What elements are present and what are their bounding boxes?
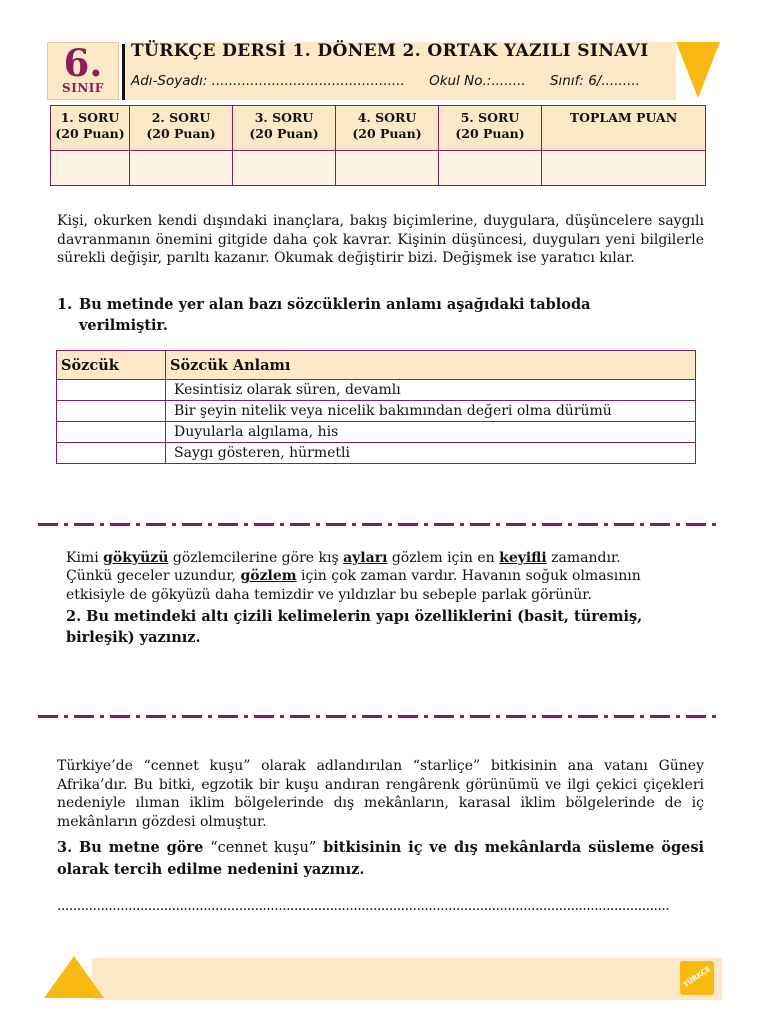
section-divider <box>38 523 716 526</box>
question-2: 2. Bu metindeki altı çizili kelimelerin yapı özelliklerini (basit, türemiş, birleşik) yazınız. <box>66 608 643 646</box>
score-header-q2: 2. SORU (20 Puan) <box>130 106 233 151</box>
question-1-line1: Bu metinde yer alan bazı sözcüklerin anlamı aşağıdaki tabloda <box>79 296 591 313</box>
table-row <box>57 422 696 443</box>
score-cell-q5[interactable] <box>439 151 542 186</box>
header-divider <box>122 44 125 100</box>
score-header-q1: 1. SORU (20 Puan) <box>51 106 130 151</box>
section3-paragraph: Türkiye’de “cennet kuşu” olarak adlandırılan “starliçe” bitkisinin ana vatanı Güney Afrika’dır. Bu bitki, egzotik bir kuşu andıran rengârenk görünümü ve ilgi çekici çiçekleri nedeniyle ılıman iklim bölgelerinde dış mekânların, karasal iklim bölgelerinde de iç mekânların gözdesi olmuştur. <box>57 758 704 830</box>
score-table <box>50 105 706 186</box>
meaning-cell: Duyularla algılama, his <box>166 422 696 443</box>
underlined-word: keyifli <box>499 550 547 566</box>
section1-paragraph: Kişi, okurken kendi dışındaki inançlara, bakış biçimlerine, duygulara, düşüncelere saygılı davranmanın önemini gitgide daha çok kavrar. Kişinin düşüncesi, duyguları yeni bilgilerle sürekli değişir, parıltı kazanır. Okumak değiştirir bizi. Değişmek ise yaratıcı kılar. <box>57 213 704 267</box>
answer-line[interactable]: ........................................................................................................................................................... <box>57 898 670 914</box>
student-info-line <box>131 73 660 89</box>
question-1 <box>57 294 657 336</box>
footer-triangle-decoration <box>44 956 104 998</box>
grade-number: 6. <box>63 41 103 85</box>
grade-label: SINIF <box>62 81 104 95</box>
turkce-logo-icon <box>680 961 714 995</box>
class-field[interactable]: Sınıf: 6/......... <box>549 73 640 89</box>
footer-band <box>92 958 722 1000</box>
underlined-word: ayları <box>343 550 388 566</box>
table-row <box>57 401 696 422</box>
header-triangle-decoration <box>676 42 720 98</box>
meaning-cell: Bir şeyin nitelik veya nicelik bakımından değeri olma dürümü <box>166 401 696 422</box>
word-answer-cell[interactable] <box>57 401 166 422</box>
score-header-total: TOPLAM PUAN <box>542 106 706 151</box>
meaning-column-header: Sözcük Anlamı <box>166 351 696 380</box>
meaning-cell: Saygı gösteren, hürmetli <box>166 443 696 464</box>
table-row <box>57 443 696 464</box>
score-cell-total[interactable] <box>542 151 706 186</box>
question-1-line2: verilmiştir. <box>79 317 168 334</box>
section2-paragraph: Kimi gökyüzü gözlemcilerine göre kış ayları gözlem için en keyifli zamandır. Çünkü geceler uzundur, gözlem için çok zaman vardır. Havanın soğuk olmasının etkisiyle de gökyüzü daha temizdir ve yıldızlar bu sebeple parlak görünür. <box>66 550 641 603</box>
table-row <box>57 380 696 401</box>
word-column-header: Sözcük <box>57 351 166 380</box>
score-cell-q1[interactable] <box>51 151 130 186</box>
underlined-word: gökyüzü <box>103 550 169 566</box>
score-header-q5: 5. SORU (20 Puan) <box>439 106 542 151</box>
score-cell-q2[interactable] <box>130 151 233 186</box>
word-answer-cell[interactable] <box>57 380 166 401</box>
underlined-word: gözlem <box>240 568 297 585</box>
exam-title: TÜRKÇE DERSİ 1. DÖNEM 2. ORTAK YAZILI SINAVI <box>131 41 649 61</box>
word-answer-cell[interactable] <box>57 422 166 443</box>
word-answer-cell[interactable] <box>57 443 166 464</box>
school-no-field[interactable]: Okul No.:........ <box>429 73 526 89</box>
meaning-cell: Kesintisiz olarak süren, devamlı <box>166 380 696 401</box>
score-header-q3: 3. SORU (20 Puan) <box>233 106 336 151</box>
word-table-header-row <box>57 351 696 380</box>
question-3: 3. Bu metne göre “cennet kuşu” bitkisinin iç ve dış mekânlarda süsleme ögesi olarak tercih edilme nedenini yazınız. <box>57 839 704 878</box>
score-cell-q4[interactable] <box>336 151 439 186</box>
logo-text: TÜRKÇE <box>682 964 712 990</box>
score-table-input-row <box>51 151 706 186</box>
word-meaning-table <box>56 350 696 464</box>
name-field[interactable]: Adı-Soyadı: ............................................. <box>131 73 405 89</box>
section-divider <box>38 715 716 718</box>
grade-box <box>47 42 119 100</box>
score-cell-q3[interactable] <box>233 151 336 186</box>
score-header-q4: 4. SORU (20 Puan) <box>336 106 439 151</box>
score-table-header-row <box>51 106 706 151</box>
question-1-number: 1. <box>57 296 73 313</box>
